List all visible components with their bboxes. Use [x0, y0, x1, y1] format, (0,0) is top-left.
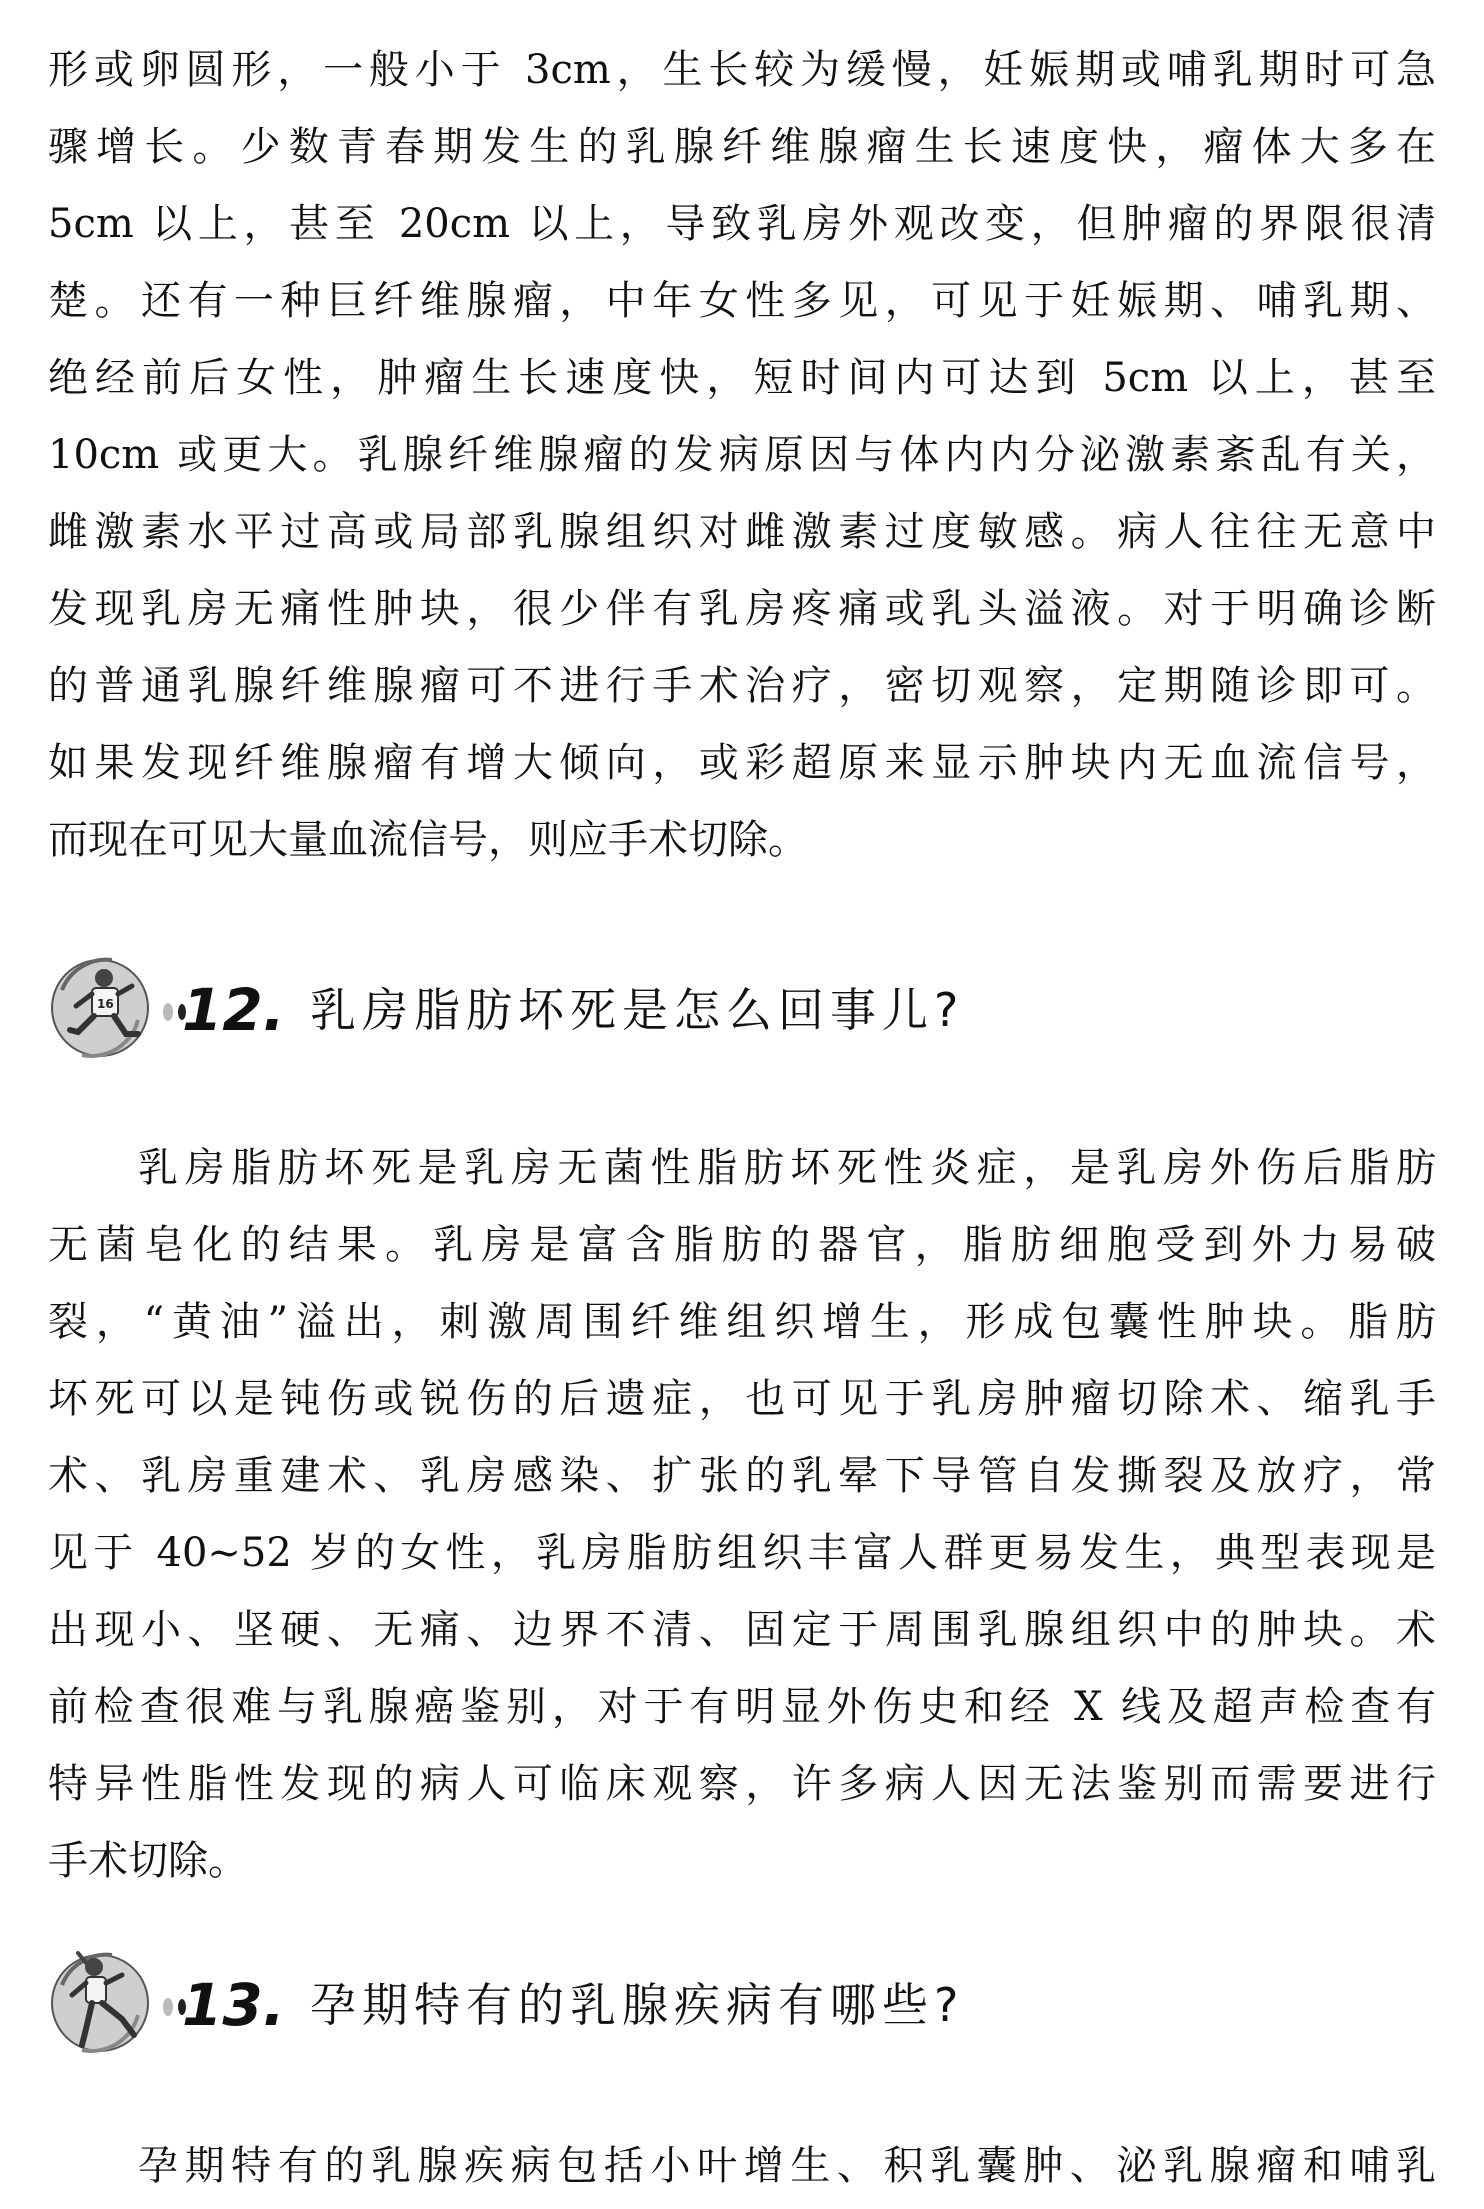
svg-text:16: 16	[97, 997, 114, 1011]
text-line: 雌激素水平过高或局部乳腺组织对雌激素过度敏感。病人往往无意中	[48, 509, 1436, 555]
section-number: 12.	[182, 976, 285, 1044]
text-line: 前检查很难与乳腺癌鉴别，对于有明显外伤史和经 X 线及超声检查有	[48, 1684, 1436, 1730]
section-heading-13	[42, 1945, 1442, 2065]
text-line: 10cm 或更大。乳腺纤维腺瘤的发病原因与体内内分泌激素紊乱有关，	[48, 432, 1436, 478]
text-line: 乳房脂肪坏死是乳房无菌性脂肪坏死性炎症，是乳房外伤后脂肪	[138, 1145, 1436, 1191]
text-line: 楚。还有一种巨纤维腺瘤，中年女性多见，可见于妊娠期、哺乳期、	[48, 278, 1436, 324]
text-line: 如果发现纤维腺瘤有增大倾向，或彩超原来显示肿块内无血流信号，	[48, 740, 1436, 786]
text-line: 形或卵圆形，一般小于 3cm，生长较为缓慢，妊娠期或哺乳期时可急	[48, 47, 1436, 93]
section-number: 13.	[182, 1971, 285, 2039]
runner-figure-icon	[42, 950, 162, 1070]
section-title: 乳房脂肪坏死是怎么回事儿?	[310, 983, 965, 1037]
section-heading-12	[42, 950, 1442, 1070]
text-line: 裂，“黄油”溢出，刺激周围纤维组织增生，形成包囊性肿块。脂肪	[48, 1299, 1436, 1345]
text-line: 孕期特有的乳腺疾病包括小叶增生、积乳囊肿、泌乳腺瘤和哺乳	[138, 2143, 1436, 2189]
text-line: 术、乳房重建术、乳房感染、扩张的乳晕下导管自发撕裂及放疗，常	[48, 1453, 1436, 1499]
text-line: 5cm 以上，甚至 20cm 以上，导致乳房外观改变，但肿瘤的界限很清	[48, 201, 1436, 247]
section-13-paragraph	[48, 2128, 1436, 2205]
text-line: 发现乳房无痛性肿块，很少伴有乳房疼痛或乳头溢液。对于明确诊断	[48, 586, 1436, 632]
section-title: 孕期特有的乳腺疾病有哪些?	[310, 1978, 965, 2032]
text-line: 无菌皂化的结果。乳房是富含脂肪的器官，脂肪细胞受到外力易破	[48, 1222, 1436, 1268]
text-line: 出现小、坚硬、无痛、边界不清、固定于周围乳腺组织中的肿块。术	[48, 1607, 1436, 1653]
text-line: 手术切除。	[48, 1838, 248, 1884]
text-line: 而现在可见大量血流信号，则应手术切除。	[48, 817, 808, 863]
kicking-figure-icon	[42, 1945, 162, 2065]
text-line: 特异性脂性发现的病人可临床观察，许多病人因无法鉴别而需要进行	[48, 1761, 1436, 1807]
text-line: 坏死可以是钝伤或锐伤的后遗症，也可见于乳房肿瘤切除术、缩乳手	[48, 1376, 1436, 1422]
text-line: 绝经前后女性，肿瘤生长速度快，短时间内可达到 5cm 以上，甚至	[48, 355, 1436, 401]
text-line: 见于 40~52 岁的女性，乳房脂肪组织丰富人群更易发生，典型表现是	[48, 1530, 1436, 1576]
section-12-paragraph	[48, 1130, 1436, 1900]
text-line: 骤增长。少数青春期发生的乳腺纤维腺瘤生长速度快，瘤体大多在	[48, 124, 1436, 170]
intro-paragraph	[48, 32, 1436, 879]
text-line: 的普通乳腺纤维腺瘤可不进行手术治疗，密切观察，定期随诊即可。	[48, 663, 1436, 709]
